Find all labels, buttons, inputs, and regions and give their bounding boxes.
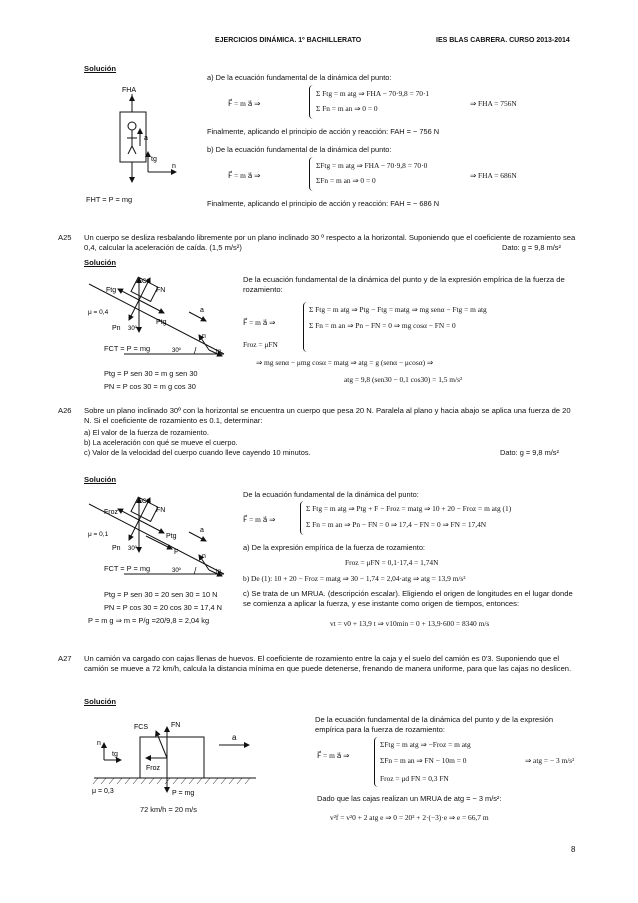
system-brace bbox=[309, 157, 314, 191]
diagram-weight-label: FCT = P = mg bbox=[104, 564, 151, 573]
block1-intro-b: b) De la ecuación fundamental de la dinámica del punto: bbox=[207, 145, 392, 154]
problem-dato: Dato: g = 9,8 m/s² bbox=[502, 243, 561, 252]
problem-statement: Sobre un plano inclinado 30º con la horizontal se encuentra un cuerpo que pesa 20 N. Paralela al plano y hacia abajo se aplica una fuerza de 20 N. Si el coeficiente de rozamiento es 0.1, determinar: bbox=[84, 406, 571, 425]
label-pn: Pn bbox=[112, 325, 121, 332]
label-ftg: Ftg bbox=[106, 287, 117, 294]
solution-label: Solución bbox=[84, 475, 117, 484]
label-fcs: FCS bbox=[134, 724, 148, 731]
a25-intro: De la ecuación fundamental de la dinámica del punto y de la expresión empírica de la fuerza de rozamiento: bbox=[243, 275, 565, 294]
solution-label: Solución bbox=[84, 258, 117, 267]
equation-tangential: ΣFtg = m atg ⇒ −Froz = m atg bbox=[380, 740, 471, 749]
truck-diagram bbox=[84, 715, 264, 800]
block1-final-b: Finalmente, aplicando el principio de acción y reacción: FAH = − 686 N bbox=[207, 199, 440, 208]
block1-final-a: Finalmente, aplicando el principio de acción y reacción: FAH = − 756 N bbox=[207, 127, 440, 136]
equation-normal: Σ Fn = m an ⇒ 0 = 0 bbox=[316, 104, 378, 113]
problem-number: A25 bbox=[58, 233, 72, 242]
ptg-equation: Ptg = P sen 30 = 20 sen 30 = 10 N bbox=[104, 590, 218, 599]
label-angle2: 30º bbox=[172, 568, 181, 574]
problem-item: b) La aceleración con qué se mueve el cuerpo. bbox=[84, 438, 238, 447]
label-a: a bbox=[200, 307, 204, 314]
result-fha: ⇒ FHA = 756N bbox=[470, 99, 517, 108]
problem-item: c) Valor de la velocidad del cuerpo cuando lleve cayendo 10 minutos. bbox=[84, 448, 311, 457]
system-brace bbox=[309, 85, 314, 119]
speed-label: 72 km/h = 20 m/s bbox=[140, 805, 197, 814]
newton-lhs: F⃗ = m a⃗ ⇒ bbox=[243, 318, 276, 327]
a27-acceleration: ⇒ atg = − 3 m/s² bbox=[525, 756, 575, 765]
diagram-weight-label: FHT = P = mg bbox=[86, 195, 133, 204]
header-title: EJERCICIOS DINÁMICA. 1º BACHILLERATO bbox=[215, 37, 362, 44]
a25-acceleration: atg = 9,8 (sen30 − 0,1 cos30) = 1,5 m/s² bbox=[344, 375, 463, 384]
problem-dato: Dato: g = 9,8 m/s² bbox=[500, 448, 559, 457]
label-n: n bbox=[202, 333, 206, 340]
label-ptg: Ptg bbox=[166, 533, 177, 540]
label-fn: FN bbox=[171, 722, 181, 729]
equation-normal: Σ Fn = m an ⇒ Pn − FN = 0 ⇒ 17,4 − FN = 0 ⇒ FN = 17,4N bbox=[306, 520, 487, 529]
block1-intro-a: a) De la ecuación fundamental de la dinámica del punto: bbox=[207, 73, 392, 82]
label-n: n bbox=[97, 740, 101, 747]
system-brace bbox=[300, 501, 305, 535]
equation-tangential: Σ Ftg = m atg ⇒ FHA − 70·9,8 = 70·1 bbox=[316, 89, 430, 98]
system-brace bbox=[303, 302, 308, 352]
a26-part-c: c) Se trata de un MRUA. (descripción escalar). Eligiendo el origen de longitudes en el lugar donde se comienza a aplicar la fuerza, y ese instante como origen de tiempos, entonces: bbox=[243, 589, 573, 608]
label-mu: μ = 0,3 bbox=[92, 788, 114, 795]
label-tg: tg bbox=[112, 751, 118, 758]
pn-equation: PN = P cos 30 = m g cos 30 bbox=[104, 382, 196, 391]
page-number: 8 bbox=[571, 845, 576, 854]
diagram-label-fha: FHA bbox=[122, 87, 136, 94]
newton-lhs: F⃗ = m a⃗ ⇒ bbox=[228, 171, 261, 180]
label-mu: μ = 0,4 bbox=[88, 309, 109, 316]
problem-statement: Un cuerpo se desliza resbalando libremente por un plano inclinado 30 º respecto a la horizontal. Suponiendo que el coeficiente de rozamiento sea 0,4, calcular la aceleración de caída. (1,5 m/s²) bbox=[84, 233, 576, 252]
label-mu: μ = 0,1 bbox=[88, 531, 109, 538]
label-a: a bbox=[200, 527, 204, 534]
elevator-diagram bbox=[82, 84, 192, 194]
label-tg: tg bbox=[216, 569, 222, 575]
a26-part-b: b) De (1): 10 + 20 − Froz = matg ⇒ 30 − 1,74 = 2,04·atg ⇒ atg = 13,9 m/s² bbox=[243, 574, 466, 583]
label-fn: FN bbox=[156, 507, 166, 514]
a26-intro: De la ecuación fundamental de la dinámica del punto: bbox=[243, 490, 419, 499]
equation-normal: ΣFn = m an ⇒ 0 = 0 bbox=[316, 176, 376, 185]
diagram-label-a: a bbox=[144, 135, 148, 142]
solution-label: Solución bbox=[84, 64, 117, 73]
a26-velocity: vt = v0 + 13,9 t ⇒ v10min = 0 + 13,9·600 = 8340 m/s bbox=[330, 619, 490, 628]
mass-equation: P = m g ⇒ m = P/g =20/9,8 = 2,04 kg bbox=[88, 616, 210, 625]
label-pn: Pn bbox=[112, 545, 121, 552]
label-angle2: 30º bbox=[172, 348, 181, 354]
diagram-label-n: n bbox=[172, 163, 176, 170]
diagram-label-tg: tg bbox=[151, 156, 157, 163]
result-fha: ⇒ FHA = 686N bbox=[470, 171, 517, 180]
label-f: F bbox=[174, 549, 179, 556]
equation-normal: ΣFn = m an ⇒ FN − 10m = 0 bbox=[380, 756, 467, 765]
equation-tangential: ΣFtg = m atg ⇒ FHA − 70·9,8 = 70·0 bbox=[316, 161, 428, 170]
label-weight: P = mg bbox=[172, 790, 195, 797]
label-fcs: FCS bbox=[138, 278, 151, 285]
problem-number: A27 bbox=[58, 654, 72, 663]
a26-part-a: a) De la expresión empírica de la fuerza de rozamiento: bbox=[243, 543, 425, 552]
label-angle: 30º bbox=[128, 546, 137, 552]
label-ptg: Ptg bbox=[156, 319, 167, 326]
header-school: IES BLAS CABRERA. CURSO 2013-2014 bbox=[436, 37, 570, 44]
label-a: a bbox=[232, 733, 237, 742]
equation-tangential: Σ Ftg = m atg ⇒ Ptg − Ftg = matg ⇒ mg senα − Ftg = m atg bbox=[309, 305, 487, 314]
label-angle: 30º bbox=[128, 326, 137, 332]
label-n: n bbox=[202, 553, 206, 560]
label-froz: Froz bbox=[104, 509, 118, 516]
equation-tangential: Σ Ftg = m atg ⇒ Ptg + F − Froz = matg ⇒ 10 + 20 − Froz = m atg (1) bbox=[306, 504, 512, 513]
a27-dado: Dado que las cajas realizan un MRUA de atg = − 3 m/s²: bbox=[317, 794, 502, 803]
solution-label: Solución bbox=[84, 697, 117, 706]
problem-number: A26 bbox=[58, 406, 72, 415]
newton-lhs: F⃗ = m a⃗ ⇒ bbox=[228, 99, 261, 108]
problem-item: a) El valor de la fuerza de rozamiento. bbox=[84, 428, 209, 437]
label-tg: tg bbox=[216, 349, 222, 355]
ptg-equation: Ptg = P sen 30 = m g sen 30 bbox=[104, 369, 198, 378]
label-fn: FN bbox=[156, 287, 166, 294]
equation-friction: Froz = μd FN = 0,3 FN bbox=[380, 774, 449, 783]
a25-result-line: ⇒ mg senα − μmg cosα = matg ⇒ atg = g (senα − μcosα) ⇒ bbox=[256, 358, 434, 367]
system-brace bbox=[374, 737, 379, 787]
newton-lhs: F⃗ = m a⃗ ⇒ bbox=[243, 515, 276, 524]
equation-friction: Froz = μFN bbox=[243, 340, 278, 349]
label-fcs: FCS bbox=[138, 498, 151, 505]
label-froz: Froz bbox=[146, 765, 160, 772]
pn-equation: PN = P cos 30 = 20 cos 30 = 17,4 N bbox=[104, 603, 222, 612]
diagram-weight-label: FCT = P = mg bbox=[104, 344, 151, 353]
a27-intro: De la ecuación fundamental de la dinámica del punto y de la expresión empírica para la fuerza de rozamiento: bbox=[315, 715, 554, 734]
a27-final: v²f = v²0 + 2 atg e ⇒ 0 = 20² + 2·(−3)·e ⇒ e = 66,7 m bbox=[330, 813, 489, 822]
problem-statement: Un camión va cargado con cajas llenas de huevos. El coeficiente de rozamiento entre la caja y el suelo del camión es 0'3. Suponiendo que el camión se mueve a 72 km/h, calcula la distancia mínima en que puede detenerse, frenando de manera uniforme, para que las cajas no deslicen. bbox=[84, 654, 572, 673]
equation-normal: Σ Fn = m an ⇒ Pn − FN = 0 ⇒ mg cosα − FN = 0 bbox=[309, 321, 456, 330]
a26-friction: Froz = μFN = 0,1·17,4 = 1,74N bbox=[345, 558, 439, 567]
newton-lhs: F⃗ = m a⃗ ⇒ bbox=[317, 751, 350, 760]
